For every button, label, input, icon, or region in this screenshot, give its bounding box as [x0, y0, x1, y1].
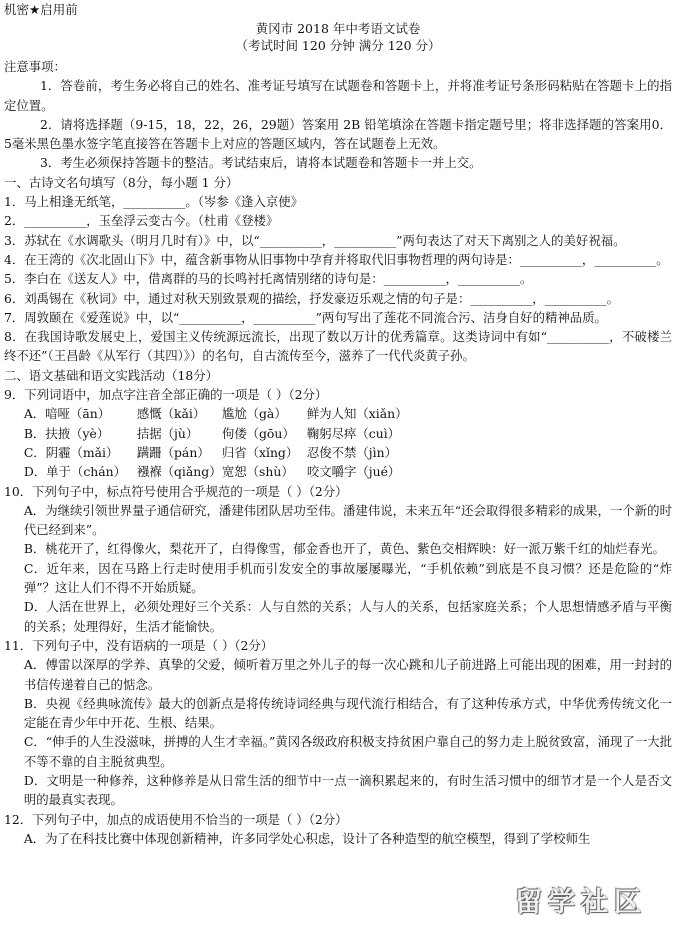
word-cell: A．喑哑（ān） — [23, 406, 111, 422]
section-heading: 二、语文基础和语文实践活动（18分） — [4, 367, 219, 383]
option-a: A．为了在科技比赛中体现创新精神，许多同学处心积虑，设计了各种造型的航空模型，得到了学校师生 — [23, 830, 591, 846]
word-cell: 拮据（jù） — [136, 425, 199, 441]
option-row-b — [4, 424, 672, 443]
word-cell: 宽恕（shù） — [221, 464, 294, 480]
exam-page — [4, 2, 672, 848]
option-a: A．傅雷以深厚的学养、真挚的父爱，倾听着万里之外儿子的每一次心跳和儿子前进路上可能出现的困难，用一封封的书信传递着自己的惦念。 — [23, 657, 672, 692]
question-10-stem: 10．下列句子中，标点符号使用合乎规范的一项是（ ）（2分） — [4, 483, 348, 499]
option-b: B．央视《经典咏流传》最大的创新点是将传统诗词经典与现代流行相结合，有了这种传承方式，中华优秀传统文化一定能在青少年中开花、生根、结果。 — [23, 695, 672, 731]
word-cell: 蹒跚（pán） — [136, 444, 210, 460]
question-3: 3．苏轼在《水调歌头（明月几时有）》中，以“__________，__________”两句表达了对天下离别之人的美好祝福。 — [4, 232, 626, 248]
word-cell: C．阴霾（mǎi） — [23, 444, 119, 460]
note-item: 2．请将选择题（9-15，18，22，26，29题）答案用 2B 铅笔填涂在答题卡指定题号里；将非选择题的答案用0．5毫米黑色墨水签字笔直接答在答题卡上对应的答题区域内，答在试题卷上无效。 — [4, 116, 672, 152]
word-cell: 襁褓（qiǎng） — [136, 464, 222, 480]
option-a: A．为继续引领世界量子通信研究，潘建伟团队居功至伟。潘建伟说，未来五年“还会取得很多精彩的成果，一个新的时代已经到来”。 — [23, 502, 672, 538]
exam-subtitle: （考试时间 120 分钟 满分 120 分） — [235, 38, 441, 53]
option-row-d — [4, 462, 672, 481]
confidential-label: 机密★启用前 — [4, 2, 78, 17]
question-8: 8．在我国诗歌发展史上，爱国主义传统源远流长，出现了数以万计的优秀篇章。这类诗词中有如“__________，不破楼兰终不还”（王昌龄《从军行（其四）》）的名句，自古流传至今，滋养了一代代炎黄子孙。 — [4, 329, 672, 364]
section-heading: 一、古诗文名句填写（8分，每小题 1 分） — [4, 174, 239, 190]
site-watermark: 留学社区 — [515, 887, 647, 918]
note-item: 3．考生必须保持答题卡的整洁。考试结束后，请将本试题卷和答题卡一并上交。 — [39, 155, 482, 171]
option-c: C．近年来，因在马路上行走时使用手机而引发安全的事故屡屡曝光，“手机依赖”到底是不良习惯？还是危险的“炸弹”？这让人们不得不开始质疑。 — [23, 560, 672, 596]
word-cell: 咬文嚼字（jué） — [306, 464, 401, 480]
exam-title: 黄冈市 2018 年中考语文试卷 — [255, 21, 421, 36]
question-1: 1．马上相逢无纸笔，__________。（岑参《逢入京使》 — [4, 194, 304, 210]
question-4: 4．在王湾的《次北固山下》中，蕴含新事物从旧事物中孕育并将取代旧事物哲理的两句诗是：__________，__________。 — [4, 251, 669, 267]
notes-heading: 注意事项： — [4, 59, 66, 74]
word-cell: 佝偻（gōu） — [221, 425, 295, 441]
word-cell: 忍俊不禁（jìn） — [306, 444, 397, 460]
word-cell: 尴尬（gà） — [221, 406, 287, 422]
question-11-stem: 11．下列句子中，没有语病的一项是（ ）（2分） — [4, 637, 274, 653]
option-d: D．文明是一种修养，这种修养是从日常生活的细节中一点一滴积累起来的，有时生活习惯中的细节才是一个人是否文明的最真实表现。 — [23, 772, 672, 808]
question-12-stem: 12．下列句子中，加点的成语使用不恰当的一项是（ ）（2分） — [4, 811, 348, 827]
question-9-stem: 9．下列词语中，加点字注音全部正确的一项是（ ）（2分） — [4, 387, 328, 403]
option-d: D．人活在世界上，必须处理好三个关系：人与自然的关系；人与人的关系，包括家庭关系；个人思想情感矛盾与平衡的关系；处理得好，生活才能愉快。 — [23, 599, 672, 634]
question-2: 2．__________，玉垒浮云变古今。（杜甫《登楼》 — [4, 213, 279, 229]
word-cell: 鲜为人知（xiǎn） — [306, 406, 408, 422]
word-cell: D．单于（chán） — [23, 464, 127, 480]
word-cell: 鞠躬尽瘁（cuì） — [306, 425, 401, 441]
word-cell: B．扶掖（yè） — [23, 425, 110, 441]
note-item: 1．答卷前，考生务必将自己的姓名、准考证号填写在试题卷和答题卡上，并将准考证号条形码粘贴在答题卡上的指定位置。 — [4, 78, 672, 113]
word-cell: 感慨（kǎi） — [136, 406, 206, 422]
option-b: B．桃花开了，红得像火，梨花开了，白得像雪，郁金香也开了，黄色、紫色交相辉映：好一派万紫千红的灿烂春光。 — [23, 541, 665, 557]
option-row-c — [4, 443, 672, 462]
question-7: 7．周敦颐在《爱莲说》中，以“__________，__________”两句写出了莲花不同流合污、洁身自好的精神品质。 — [4, 309, 607, 325]
option-c: C．“伸手的人生没滋味，拼搏的人生才幸福。”黄冈各级政府积极支持贫困户靠自己的努力走上脱贫致富，涌现了一大批不等不靠的自主脱贫典型。 — [23, 734, 672, 769]
option-row-a — [4, 404, 672, 423]
question-5: 5．李白在《送友人》中，借离群的马的长鸣衬托离情别绪的诗句是：__________，__________。 — [4, 271, 533, 287]
word-cell: 归省（xǐng） — [221, 444, 299, 460]
question-6: 6．刘禹锡在《秋词》中，通过对秋天别致景观的描绘，抒发豪迈乐观之情的句子是：__________，__________。 — [4, 290, 620, 306]
